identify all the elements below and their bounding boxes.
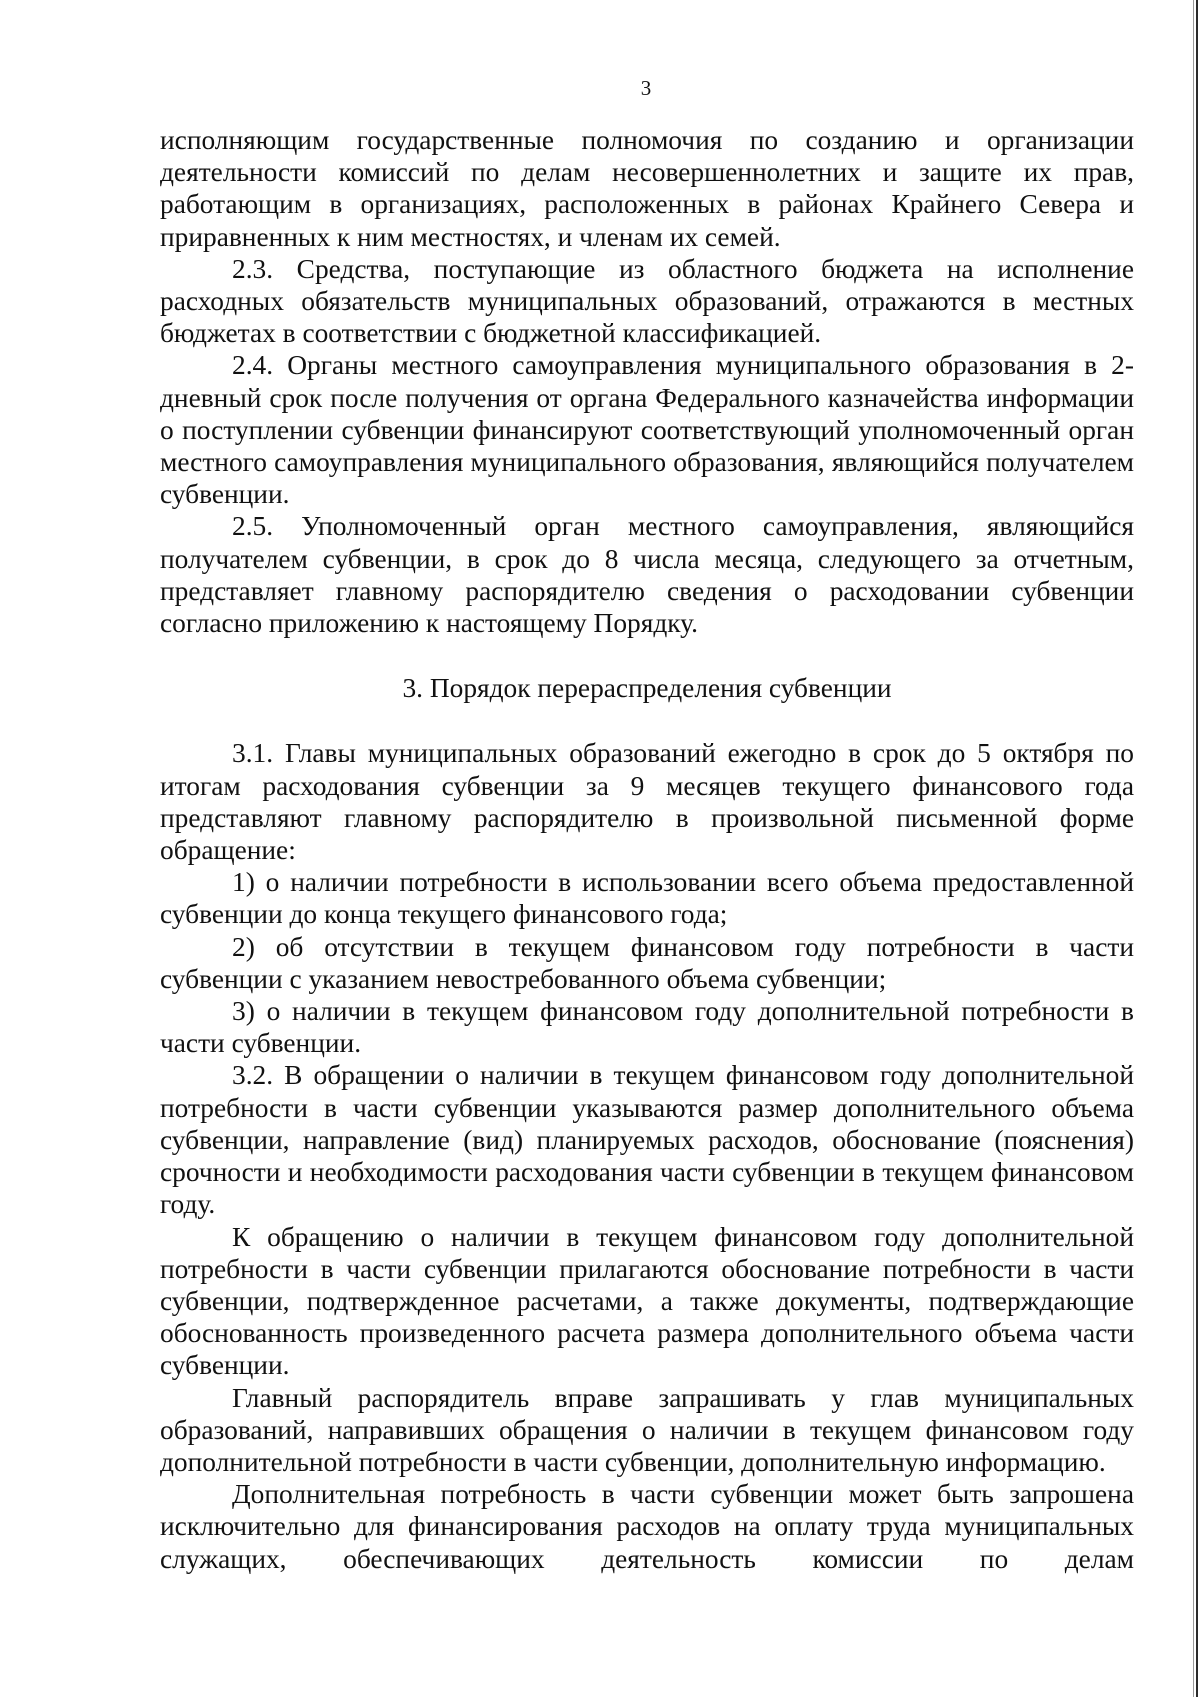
paragraph-additional-need: Дополнительная потребность в части субвенции может быть запрошена исключительно для финансирования расходов на оплату труда муниципальных служащих, обеспечивающих деятельность комиссии по делам (160, 1479, 1134, 1574)
paragraph-3-1: 3.1. Главы муниципальных образований ежегодно в срок до 5 октября по итогам расходования субвенции за 9 месяцев текущего финансового года представляют главному распорядителю в произвольной письменной форме обращение: (160, 738, 1134, 866)
list-item-1: 1) о наличии потребности в использовании всего объема предоставленной субвенции до конца текущего финансового года; (160, 867, 1134, 930)
paragraph-attachments: К обращению о наличии в текущем финансовом году дополнительной потребности в части субвенции прилагаются обоснование потребности в части субвенции, подтвержденное расчетами, а также документы, подтверждающие обоснованность произведенного расчета размера дополнительного объема части субвенции. (160, 1221, 1134, 1381)
paragraph-information-request: Главный распорядитель вправе запрашивать у глав муниципальных образований, направивших обращения о наличии в текущем финансовом году дополнительной потребности в части субвенции, дополнительную информацию. (160, 1382, 1134, 1477)
paragraph-2-3: 2.3. Средства, поступающие из областного бюджета на исполнение расходных обязательств муниципальных образований, отражаются в местных бюджетах в соответствии с бюджетной классификацией. (160, 253, 1134, 349)
list-item-2: 2) об отсутствии в текущем финансовом году потребности в части субвенции с указанием невостребованного объема субвенции; (160, 931, 1134, 994)
paragraph-2-4: 2.4. Органы местного самоуправления муниципального образования в 2-дневный срок после получения от органа Федерального казначейства информации о поступлении субвенции финансируют соответствующий уполномоченный орган местного самоуправления муниципального образования, являющийся получателем субвенции. (160, 350, 1134, 510)
paragraph-2-5: 2.5. Уполномоченный орган местного самоуправления, являющийся получателем субвенции, в срок до 8 числа месяца, следующего за отчетным, представляет главному распорядителю сведения о расходовании субвенции согласно приложению к настоящему Порядку. (160, 511, 1134, 639)
page-number: 3 (640, 76, 652, 100)
list-item-3: 3) о наличии в текущем финансовом году дополнительной потребности в части субвенции. (160, 996, 1134, 1059)
scan-edge-shadow (1193, 0, 1194, 1697)
paragraph-continuation: исполняющим государственные полномочия по созданию и организации деятельности комиссий по делам несовершеннолетних и защите их прав, работающим в организациях, расположенных в районах Крайнего Севера и приравненных к ним местностях, и членам их семей. (160, 125, 1134, 252)
paragraph-3-2: 3.2. В обращении о наличии в текущем финансовом году дополнительной потребности в части субвенции указываются размер дополнительного объема субвенции, направление (вид) планируемых расходов, обоснование (пояснения) срочности и необходимости расходования части субвенции в текущем финансовом году. (160, 1060, 1134, 1220)
document-body (160, 124, 1134, 1575)
scan-edge-line (1196, 0, 1198, 1697)
section-3-heading: 3. Порядок перераспределения субвенции (402, 673, 892, 704)
